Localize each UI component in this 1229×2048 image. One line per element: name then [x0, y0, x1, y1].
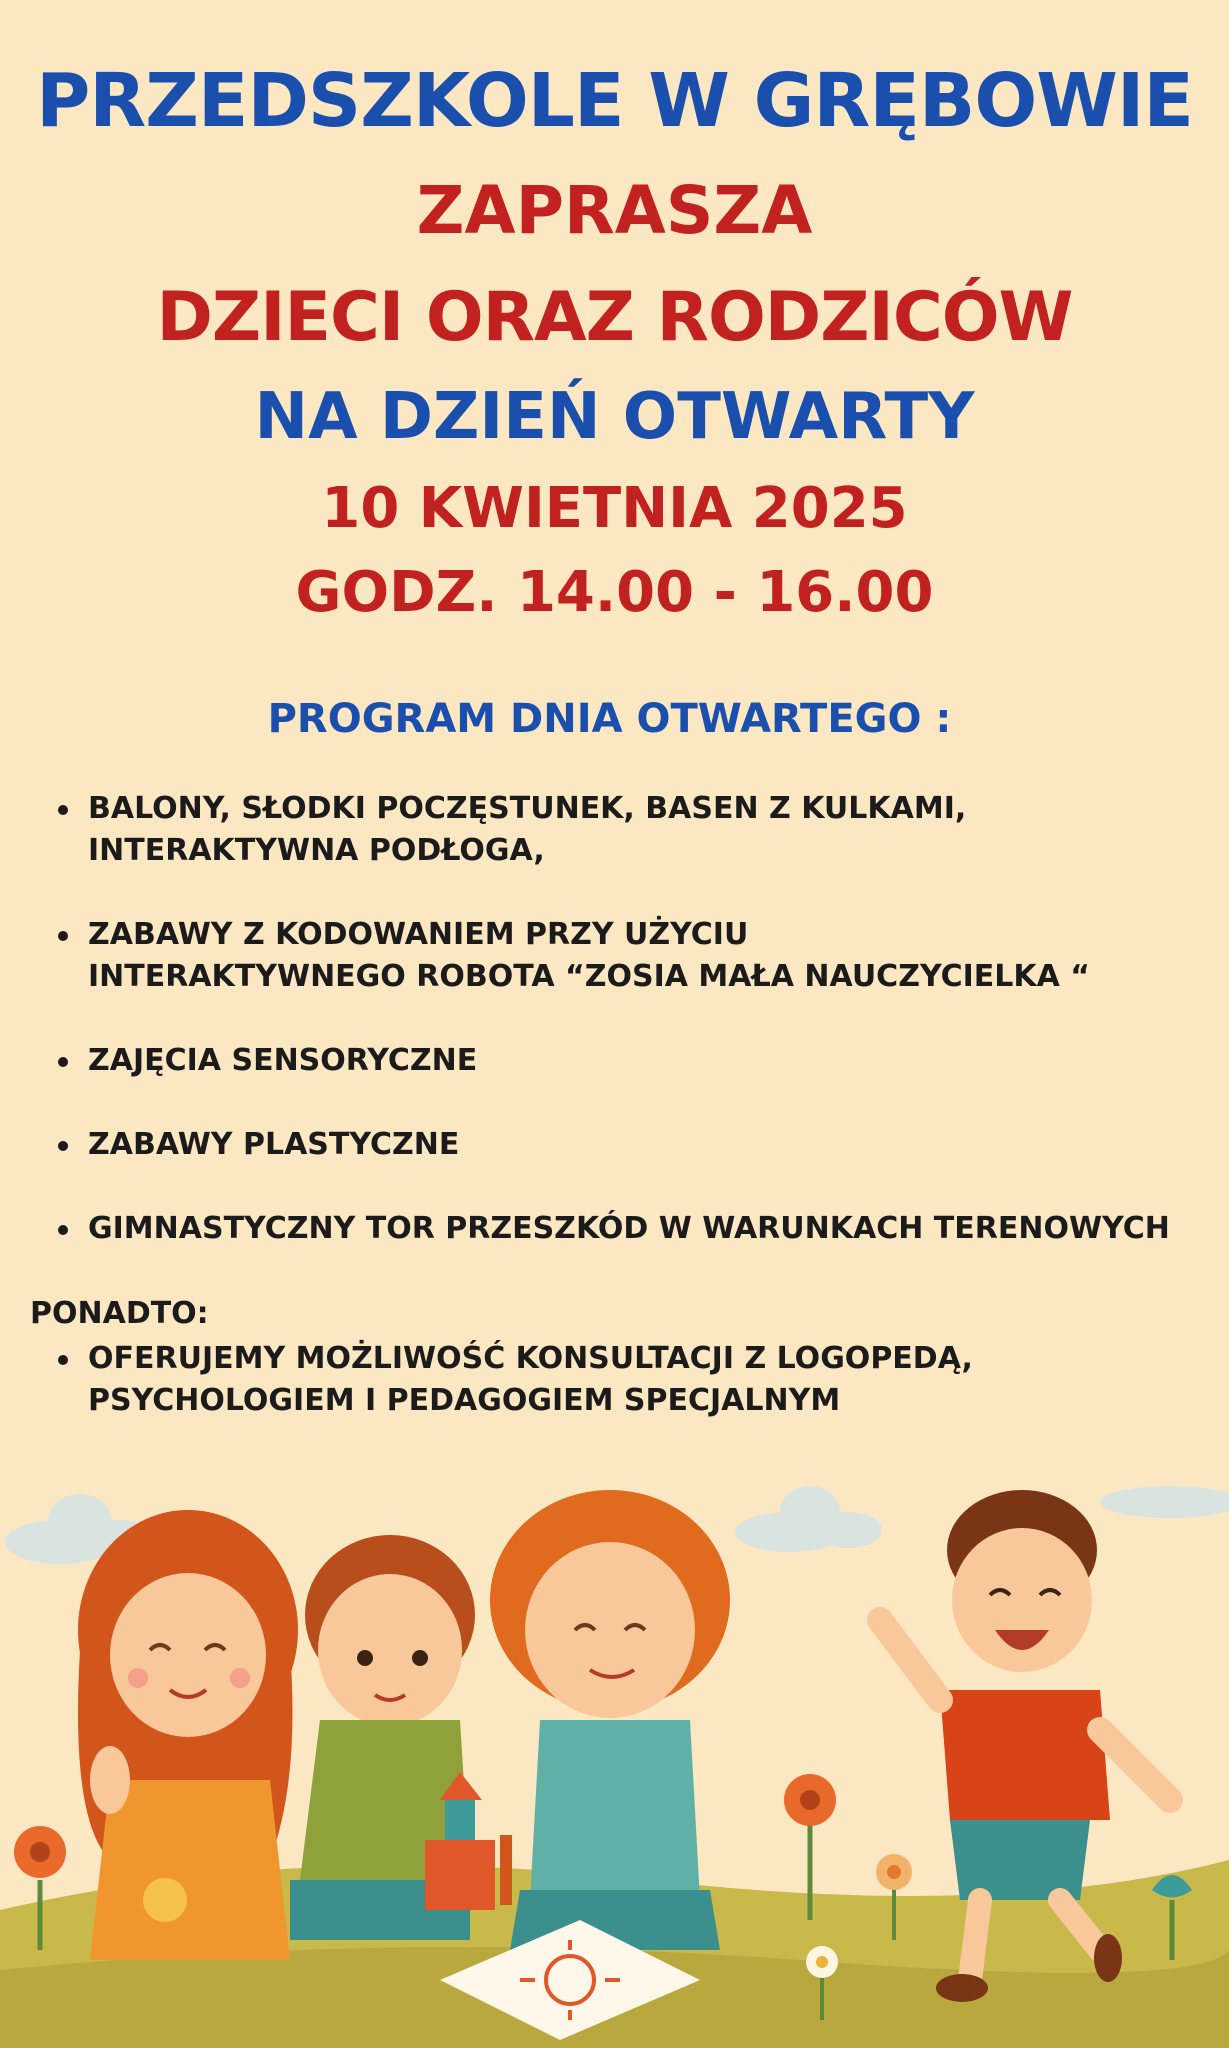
ponadto-list	[58, 1338, 1208, 1464]
list-item	[58, 1338, 1208, 1422]
event-date: 10 KWIETNIA 2025	[321, 476, 908, 541]
list-item	[58, 788, 1208, 872]
boy-figure	[290, 1535, 495, 1940]
program-list	[58, 788, 1208, 1292]
invite-audience: DZIECI ORAZ RODZICÓW	[156, 278, 1073, 357]
event-name: NA DZIEŃ OTWARTY	[254, 380, 975, 454]
cloud-icon	[1100, 1486, 1229, 1518]
list-item	[58, 1208, 1208, 1250]
list-item	[58, 1124, 1208, 1166]
list-item-line: INTERAKTYWNEGO ROBOTA “ZOSIA MAŁA NAUCZYCIELKA “	[88, 959, 1091, 994]
list-item-line: PSYCHOLOGIEM I PEDAGOGIEM SPECJALNYM	[88, 1383, 841, 1418]
children-illustration	[0, 1480, 1229, 2048]
list-item-line: GIMNASTYCZNY TOR PRZESZKÓD W WARUNKACH TERENOWYCH	[88, 1211, 1170, 1246]
invite-word: ZAPRASZA	[416, 172, 813, 249]
list-item-line: OFERUJEMY MOŻLIWOŚĆ KONSULTACJI Z LOGOPEDĄ,	[88, 1341, 973, 1376]
list-item-line: INTERAKTYWNA PODŁOGA,	[88, 833, 545, 868]
program-title: PROGRAM DNIA OTWARTEGO :	[267, 696, 952, 742]
list-item-line: ZABAWY Z KODOWANIEM PRZY UŻYCIU	[88, 917, 749, 952]
event-time: GODZ. 14.00 - 16.00	[295, 560, 934, 625]
list-item-line: ZAJĘCIA SENSORYCZNE	[88, 1043, 478, 1078]
list-item	[58, 1040, 1208, 1082]
list-item-line: ZABAWY PLASTYCZNE	[88, 1127, 460, 1162]
list-item	[58, 914, 1208, 998]
cloud-icon	[735, 1486, 882, 1552]
kindergarten-name: PRZEDSZKOLE W GRĘBOWIE	[36, 58, 1193, 144]
list-item-line: BALONY, SŁODKI POCZĘSTUNEK, BASEN Z KULKAMI,	[88, 791, 967, 826]
ponadto-label: PONADTO:	[30, 1296, 209, 1331]
girl-figure	[78, 1510, 298, 1960]
